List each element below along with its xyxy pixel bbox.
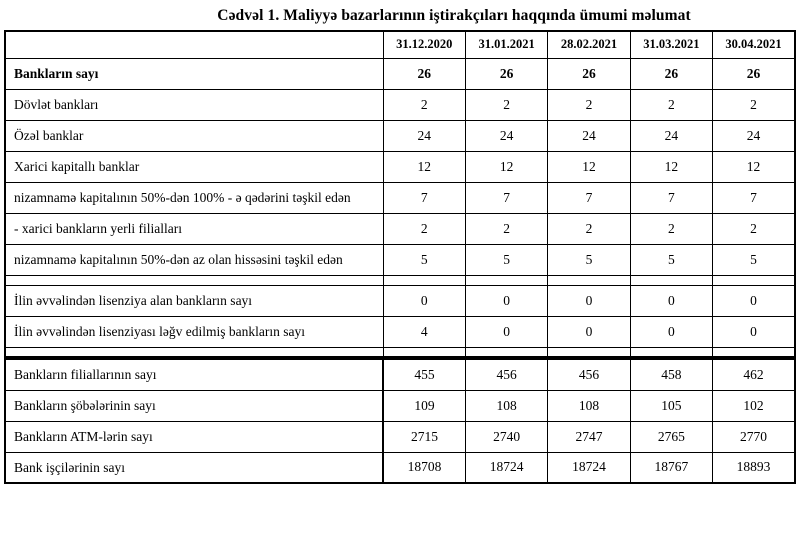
cell-value: 109 <box>383 390 465 421</box>
column-header: 30.04.2021 <box>713 31 795 58</box>
cell-value: 26 <box>548 58 630 89</box>
column-header: 31.03.2021 <box>630 31 712 58</box>
cell-value: 2765 <box>630 421 712 452</box>
empty-cell <box>383 275 465 285</box>
cell-value: 12 <box>383 151 465 182</box>
cell-value: 7 <box>383 182 465 213</box>
empty-cell <box>630 347 712 357</box>
cell-value: 26 <box>465 58 547 89</box>
cell-value: 4 <box>383 316 465 347</box>
cell-value: 2 <box>548 213 630 244</box>
table-body <box>5 58 795 483</box>
row-label: Bankların sayı <box>5 58 383 89</box>
cell-value: 2715 <box>383 421 465 452</box>
cell-value: 18708 <box>383 452 465 483</box>
cell-value: 2 <box>630 89 712 120</box>
column-header: 31.12.2020 <box>383 31 465 58</box>
cell-value: 0 <box>713 285 795 316</box>
cell-value: 2 <box>548 89 630 120</box>
cell-value: 2740 <box>465 421 547 452</box>
row-label: - xarici bankların yerli filialları <box>5 213 383 244</box>
cell-value: 2770 <box>713 421 795 452</box>
cell-value: 2 <box>465 213 547 244</box>
row-label: nizamnamə kapitalının 50%-dən az olan hissəsini təşkil edən <box>5 244 383 275</box>
cell-value: 18724 <box>548 452 630 483</box>
cell-value: 0 <box>548 285 630 316</box>
cell-value: 5 <box>465 244 547 275</box>
page-title: Cədvəl 1. Maliyyə bazarlarının iştirakçıları haqqında ümumi məlumat <box>217 7 691 24</box>
cell-value: 0 <box>713 316 795 347</box>
cell-value: 2747 <box>548 421 630 452</box>
row-label: İlin əvvəlindən lisenziyası ləğv edilmiş bankların sayı <box>5 316 383 347</box>
table-row <box>5 89 795 120</box>
cell-value: 24 <box>713 120 795 151</box>
empty-cell <box>465 347 547 357</box>
table-row <box>5 285 795 316</box>
header-row <box>5 31 795 58</box>
empty-cell <box>383 347 465 357</box>
table-row <box>5 182 795 213</box>
empty-cell <box>5 347 383 357</box>
cell-value: 7 <box>713 182 795 213</box>
cell-value: 26 <box>630 58 712 89</box>
cell-value: 24 <box>465 120 547 151</box>
table-row <box>5 452 795 483</box>
empty-cell <box>548 275 630 285</box>
cell-value: 102 <box>713 390 795 421</box>
cell-value: 5 <box>713 244 795 275</box>
cell-value: 24 <box>383 120 465 151</box>
table-row <box>5 58 795 89</box>
row-label: Bankların şöbələrinin sayı <box>5 390 383 421</box>
cell-value: 0 <box>465 316 547 347</box>
cell-value: 5 <box>383 244 465 275</box>
cell-value: 12 <box>630 151 712 182</box>
cell-value: 105 <box>630 390 712 421</box>
cell-value: 0 <box>630 285 712 316</box>
cell-value: 18767 <box>630 452 712 483</box>
empty-cell <box>713 275 795 285</box>
data-table <box>4 30 796 484</box>
cell-value: 462 <box>713 359 795 390</box>
cell-value: 24 <box>630 120 712 151</box>
table-row <box>5 316 795 347</box>
cell-value: 12 <box>465 151 547 182</box>
cell-value: 7 <box>630 182 712 213</box>
cell-value: 458 <box>630 359 712 390</box>
table-row <box>5 213 795 244</box>
cell-value: 0 <box>465 285 547 316</box>
spacer-row <box>5 275 795 285</box>
cell-value: 5 <box>548 244 630 275</box>
spacer-row <box>5 347 795 357</box>
empty-cell <box>548 347 630 357</box>
row-label: Bankların filiallarının sayı <box>5 359 383 390</box>
column-header: 31.01.2021 <box>465 31 547 58</box>
cell-value: 2 <box>713 89 795 120</box>
cell-value: 18724 <box>465 452 547 483</box>
table-row <box>5 390 795 421</box>
cell-value: 12 <box>548 151 630 182</box>
cell-value: 26 <box>383 58 465 89</box>
cell-value: 2 <box>465 89 547 120</box>
table-row <box>5 244 795 275</box>
empty-cell <box>5 275 383 285</box>
cell-value: 0 <box>630 316 712 347</box>
cell-value: 0 <box>548 316 630 347</box>
cell-value: 108 <box>548 390 630 421</box>
cell-value: 7 <box>465 182 547 213</box>
cell-value: 12 <box>713 151 795 182</box>
cell-value: 108 <box>465 390 547 421</box>
corner-cell <box>5 31 383 58</box>
row-label: İlin əvvəlindən lisenziya alan bankların sayı <box>5 285 383 316</box>
table-row <box>5 359 795 390</box>
cell-value: 2 <box>383 89 465 120</box>
cell-value: 2 <box>383 213 465 244</box>
empty-cell <box>713 347 795 357</box>
cell-value: 7 <box>548 182 630 213</box>
cell-value: 18893 <box>713 452 795 483</box>
cell-value: 2 <box>713 213 795 244</box>
row-label: Bankların ATM-lərin sayı <box>5 421 383 452</box>
table-row <box>5 120 795 151</box>
cell-value: 5 <box>630 244 712 275</box>
cell-value: 0 <box>383 285 465 316</box>
empty-cell <box>465 275 547 285</box>
row-label: Özəl banklar <box>5 120 383 151</box>
row-label: nizamnamə kapitalının 50%-dən 100% - ə qədərini təşkil edən <box>5 182 383 213</box>
cell-value: 455 <box>383 359 465 390</box>
empty-cell <box>630 275 712 285</box>
column-header: 28.02.2021 <box>548 31 630 58</box>
cell-value: 2 <box>630 213 712 244</box>
table-row <box>5 151 795 182</box>
table-row <box>5 421 795 452</box>
row-label: Bank işçilərinin sayı <box>5 452 383 483</box>
cell-value: 24 <box>548 120 630 151</box>
row-label: Xarici kapitallı banklar <box>5 151 383 182</box>
row-label: Dövlət bankları <box>5 89 383 120</box>
cell-value: 456 <box>548 359 630 390</box>
cell-value: 456 <box>465 359 547 390</box>
cell-value: 26 <box>713 58 795 89</box>
